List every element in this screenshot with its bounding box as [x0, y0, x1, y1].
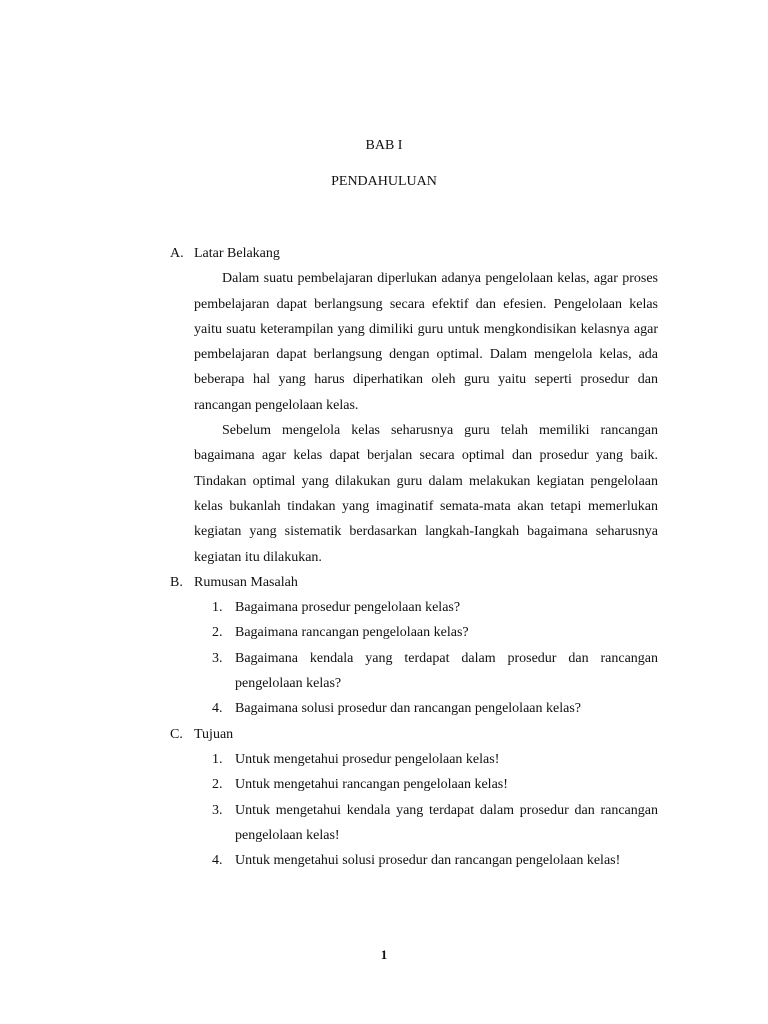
list-item [212, 747, 658, 772]
list-number: 1. [212, 600, 223, 616]
list-number: 2. [212, 625, 223, 641]
section-title: Tujuan [194, 726, 234, 742]
list-number: 1. [212, 751, 223, 767]
list-number: 2. [212, 777, 223, 793]
chapter-title: PENDAHULUAN [331, 174, 437, 189]
document-body [170, 241, 658, 873]
list-item [212, 848, 658, 873]
list-number: 3. [212, 802, 223, 818]
section-rumusan-masalah [170, 570, 658, 722]
section-letter: C. [170, 726, 183, 742]
section-body [170, 266, 658, 570]
paragraph: Dalam suatu pembelajaran diperlukan adanya pengelolaan kelas, agar proses pembelajaran dapat berlangsung secara efektif dan efesien. Pengelolaan kelas yaitu suatu keterampilan yang dimiliki guru untuk mengkondisikan kelasnya agar pembelajaran dapat berlangsung dengan optimal. Dalam mengelola kelas, ada beberapa hal yang harus diperhatikan oleh guru yaitu seperti prosedur dan rancangan pengelolaan kelas. [194, 271, 658, 413]
section-heading [170, 722, 658, 747]
section-title: Latar Belakang [194, 246, 280, 261]
list-item [212, 646, 658, 697]
list-item [212, 772, 658, 797]
list-item-text: Bagaimana prosedur pengelolaan kelas? [235, 600, 461, 616]
list-item-text: Bagaimana solusi prosedur dan rancangan pengelolaan kelas? [235, 701, 581, 717]
section-letter: A. [170, 246, 184, 261]
section-heading [170, 570, 658, 595]
section-title: Rumusan Masalah [194, 574, 298, 590]
section-heading [170, 241, 658, 266]
numbered-list [170, 595, 658, 721]
paragraph: Sebelum mengelola kelas seharusnya guru telah memiliki rancangan bagaimana agar kelas dapat berjalan secara optimal dan prosedur yang baik. Tindakan optimal yang dilakukan guru dalam melakukan kegiatan pengelolaan kelas bukanlah tindakan yang imaginatif semata-mata akan tetapi memerlukan kegiatan yang sistematik berdasarkan langkah-Iangkah bagaimana seharusnya kegiatan itu dilakukan. [194, 423, 658, 565]
numbered-list [170, 747, 658, 873]
list-item-text: Untuk mengetahui prosedur pengelolaan kelas! [235, 751, 500, 767]
list-number: 4. [212, 853, 223, 869]
section-letter: B. [170, 574, 183, 590]
list-item-text: Bagaimana kendala yang terdapat dalam prosedur dan rancangan pengelolaan kelas? [235, 650, 658, 692]
list-number: 3. [212, 650, 223, 666]
list-item [212, 595, 658, 620]
list-item-text: Bagaimana rancangan pengelolaan kelas? [235, 625, 469, 641]
list-item [212, 798, 658, 849]
chapter-number: BAB I [365, 138, 403, 153]
section-tujuan [170, 722, 658, 874]
list-item-text: Untuk mengetahui kendala yang terdapat dalam prosedur dan rancangan pengelolaan kelas! [235, 802, 658, 843]
list-item [212, 620, 658, 645]
section-latar-belakang [170, 241, 658, 570]
page-number: 1 [380, 947, 388, 962]
list-number: 4. [212, 701, 223, 717]
list-item [212, 696, 658, 721]
list-item-text: Untuk mengetahui rancangan pengelolaan kelas! [235, 777, 508, 793]
list-item-text: Untuk mengetahui solusi prosedur dan rancangan pengelolaan kelas! [235, 853, 621, 869]
